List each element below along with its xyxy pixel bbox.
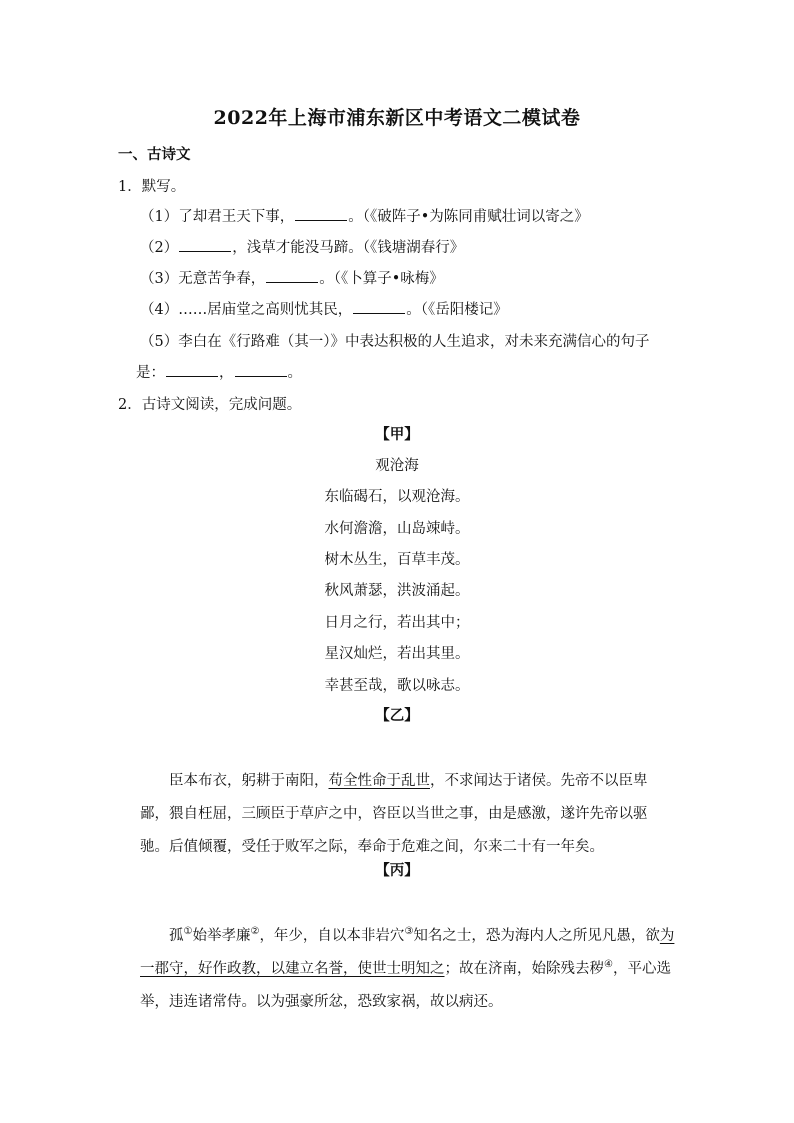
- q1-item-4-source: 。（《岳阳楼记》: [406, 302, 508, 318]
- question-2-label: 2．古诗文阅读，完成问题。: [118, 397, 302, 413]
- poem-line: 幸甚至哉，歌以咏志。: [324, 678, 470, 694]
- passage-yi-part-2: ，不求闻达于诸侯。先帝不以臣卑鄙，猥自枉屈，三顾臣于草庐之中，咨臣以当世之事，由是感激，遂许先帝以驱驰。后值倾覆，受任于败军之际，奉命于危难之间，尔来二十有一年矣。: [140, 773, 648, 855]
- q1-item-5-period: 。: [287, 365, 302, 381]
- passage-bing-part: ，年少，自以本非岩穴: [259, 928, 405, 944]
- section-heading: 一、古诗文: [118, 146, 191, 163]
- passage-bing-text: [140, 920, 675, 1019]
- q1-item-4-text: （4）……居庙堂之高则忧其民，: [140, 302, 353, 318]
- q1-item-1-text: （1）了却君王天下事，: [140, 209, 295, 225]
- passage-bing-part: 知名之士，恐为海内人之所见凡愚，欲: [413, 928, 660, 944]
- underlined-sentence: 苟全性命于乱世: [328, 773, 430, 789]
- q1-item-5-comma: ，: [219, 365, 234, 381]
- passage-yi-part-1: 臣本布衣，躬耕于南阳，: [169, 773, 329, 789]
- fill-blank[interactable]: [353, 299, 405, 314]
- poem-line: 星汉灿烂，若出其里。: [324, 646, 470, 662]
- passage-yi-tag: 【乙】: [375, 707, 419, 724]
- passage-bing-part: 始举孝廉: [192, 928, 251, 944]
- q1-item-1-source: 。（《破阵子•为陈同甫赋壮词以寄之》: [348, 209, 589, 225]
- q1-item-3: [140, 268, 444, 290]
- poem-line: 树木丛生，百草丰茂。: [324, 552, 470, 568]
- fill-blank[interactable]: [166, 362, 218, 377]
- passage-bing-tag: 【丙】: [375, 862, 419, 879]
- passage-jia-tag: 【甲】: [375, 426, 419, 443]
- underlined-sentence: 为一郡守，好作政教，以建立名誉，使世士明知之: [140, 928, 675, 977]
- fill-blank[interactable]: [295, 206, 347, 221]
- poem-title: 观沧海: [375, 458, 419, 474]
- q1-item-5-line-1: （5）李白在《行路难（其一）》中表达积极的人生追求，对未来充满信心的句子: [140, 334, 650, 350]
- poem-line: 日月之行，若出其中；: [324, 615, 470, 631]
- passage-yi-text: [140, 765, 675, 864]
- poem-line: 水何澹澹，山岛竦峙。: [324, 521, 470, 537]
- q1-item-5-prefix: 是：: [136, 365, 165, 381]
- footnote-marker: ③: [404, 926, 414, 937]
- q1-item-2-text: （2）: [140, 240, 179, 256]
- poem-line: 东临碣石，以观沧海。: [324, 489, 470, 505]
- passage-bing-part: 孤: [169, 928, 184, 944]
- fill-blank[interactable]: [179, 237, 231, 252]
- fill-blank[interactable]: [235, 362, 287, 377]
- q1-item-5-line-2: [136, 362, 302, 384]
- q1-item-1: [140, 206, 589, 228]
- footnote-marker: ④: [604, 959, 613, 970]
- passage-bing-part: ；故在济南，始除残去秽: [444, 961, 604, 977]
- poem-line: 秋风萧瑟，洪波涌起。: [324, 583, 470, 599]
- q1-item-2-source: ，浅草才能没马蹄。（《钱塘湖春行》: [232, 240, 465, 256]
- passage-bing-part: ，平心选举，违连诸常侍。以为强豪所忿，恐致家祸，故以病还。: [140, 961, 671, 1010]
- q1-item-2: [140, 237, 464, 259]
- q1-item-3-source: 。（《卜算子•咏梅》: [319, 271, 444, 287]
- fill-blank[interactable]: [266, 268, 318, 283]
- page-title: 2022年上海市浦东新区中考语文二模试卷: [213, 107, 581, 129]
- q1-item-3-text: （3）无意苦争春，: [140, 271, 266, 287]
- footnote-marker: ①: [183, 926, 193, 937]
- question-1-label: 1．默写。: [118, 179, 186, 195]
- footnote-marker: ②: [250, 926, 260, 937]
- q1-item-4: [140, 299, 508, 321]
